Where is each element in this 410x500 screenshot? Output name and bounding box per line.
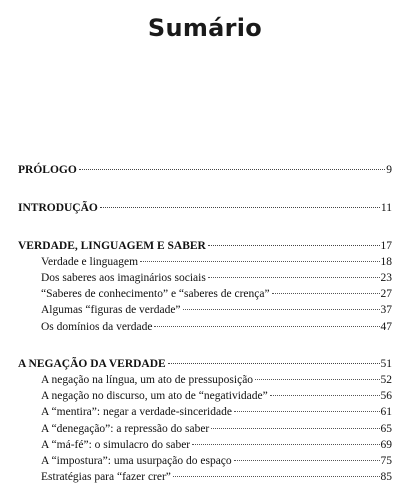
toc-page-number: 37 xyxy=(380,304,392,317)
toc-section-prologo[interactable] xyxy=(18,162,392,178)
toc-section-label: INTRODUÇÃO xyxy=(18,202,98,215)
dot-leader xyxy=(154,326,379,327)
toc-entry-label: Dos saberes aos imaginários sociais xyxy=(41,272,206,285)
toc-entry[interactable] xyxy=(18,302,392,318)
toc-page-number: 17 xyxy=(380,239,392,252)
dot-leader xyxy=(272,293,380,294)
toc-entry[interactable] xyxy=(18,270,392,286)
dot-leader xyxy=(168,363,380,364)
toc-page-number: 9 xyxy=(386,164,392,176)
toc-entry-label: Estratégias para “fazer crer” xyxy=(41,471,171,484)
toc-entry[interactable] xyxy=(18,319,392,335)
toc-page-number: 75 xyxy=(380,454,392,467)
table-of-contents xyxy=(18,162,392,485)
toc-page-number: 56 xyxy=(380,390,392,403)
toc-page-number: 18 xyxy=(380,255,392,268)
page-title: Sumário xyxy=(147,14,263,42)
dot-leader xyxy=(173,476,380,477)
toc-page-number: 61 xyxy=(380,406,392,419)
toc-entry-label: A “mentira”: negar a verdade-sinceridade xyxy=(41,406,232,419)
toc-entry-label: Algumas “figuras de verdade” xyxy=(41,304,181,317)
toc-section-label: A NEGAÇÃO DA VERDADE xyxy=(18,357,166,370)
toc-page-number: 85 xyxy=(380,471,392,484)
toc-page-number: 52 xyxy=(380,373,392,386)
toc-entry[interactable] xyxy=(18,404,392,420)
toc-entry-label: A “impostura”: uma usurpação do espaço xyxy=(41,454,232,467)
dot-leader xyxy=(208,277,380,278)
toc-section-label: VERDADE, LINGUAGEM E SABER xyxy=(18,239,206,252)
dot-leader xyxy=(140,261,379,262)
toc-section-verdade-linguagem-saber[interactable] xyxy=(18,238,392,254)
toc-entry-label: A “denegação”: a repressão do saber xyxy=(41,422,210,435)
dot-leader xyxy=(79,169,385,170)
toc-entry-label: A negação na língua, um ato de pressuposição xyxy=(41,373,254,386)
dot-leader xyxy=(208,245,380,246)
toc-entry-label: Os domínios da verdade xyxy=(41,320,153,333)
toc-entry[interactable] xyxy=(18,421,392,437)
toc-entry[interactable] xyxy=(18,388,392,404)
dot-leader xyxy=(234,460,380,461)
dot-leader xyxy=(211,428,379,429)
toc-entry-label: Verdade e linguagem xyxy=(41,255,139,268)
toc-entry[interactable] xyxy=(18,254,392,270)
toc-entry-label: A “má-fé”: o simulacro do saber xyxy=(41,438,191,451)
toc-page-number: 65 xyxy=(380,422,392,435)
toc-section-introducao[interactable] xyxy=(18,200,392,216)
toc-page-number: 23 xyxy=(380,272,392,285)
dot-leader xyxy=(270,395,380,396)
dot-leader xyxy=(183,309,380,310)
toc-section-label: PRÓLOGO xyxy=(18,164,77,176)
toc-entry[interactable] xyxy=(18,372,392,388)
toc-section-negacao-verdade[interactable] xyxy=(18,356,392,372)
toc-entry-label: “Saberes de conhecimento” e “saberes de crença” xyxy=(41,288,270,301)
toc-page-number: 27 xyxy=(380,288,392,301)
dot-leader xyxy=(100,207,380,208)
toc-entry-label: A negação no discurso, um ato de “negatividade” xyxy=(41,390,268,403)
toc-entry[interactable] xyxy=(18,286,392,302)
dot-leader xyxy=(192,444,379,445)
toc-page-number: 51 xyxy=(380,357,392,370)
toc-entry[interactable] xyxy=(18,453,392,469)
toc-entry[interactable] xyxy=(18,469,392,485)
toc-entry[interactable] xyxy=(18,437,392,453)
toc-page-number: 69 xyxy=(380,438,392,451)
toc-page-number: 47 xyxy=(380,320,392,333)
toc-page-number: 11 xyxy=(380,202,392,215)
dot-leader xyxy=(234,411,380,412)
dot-leader xyxy=(255,379,379,380)
